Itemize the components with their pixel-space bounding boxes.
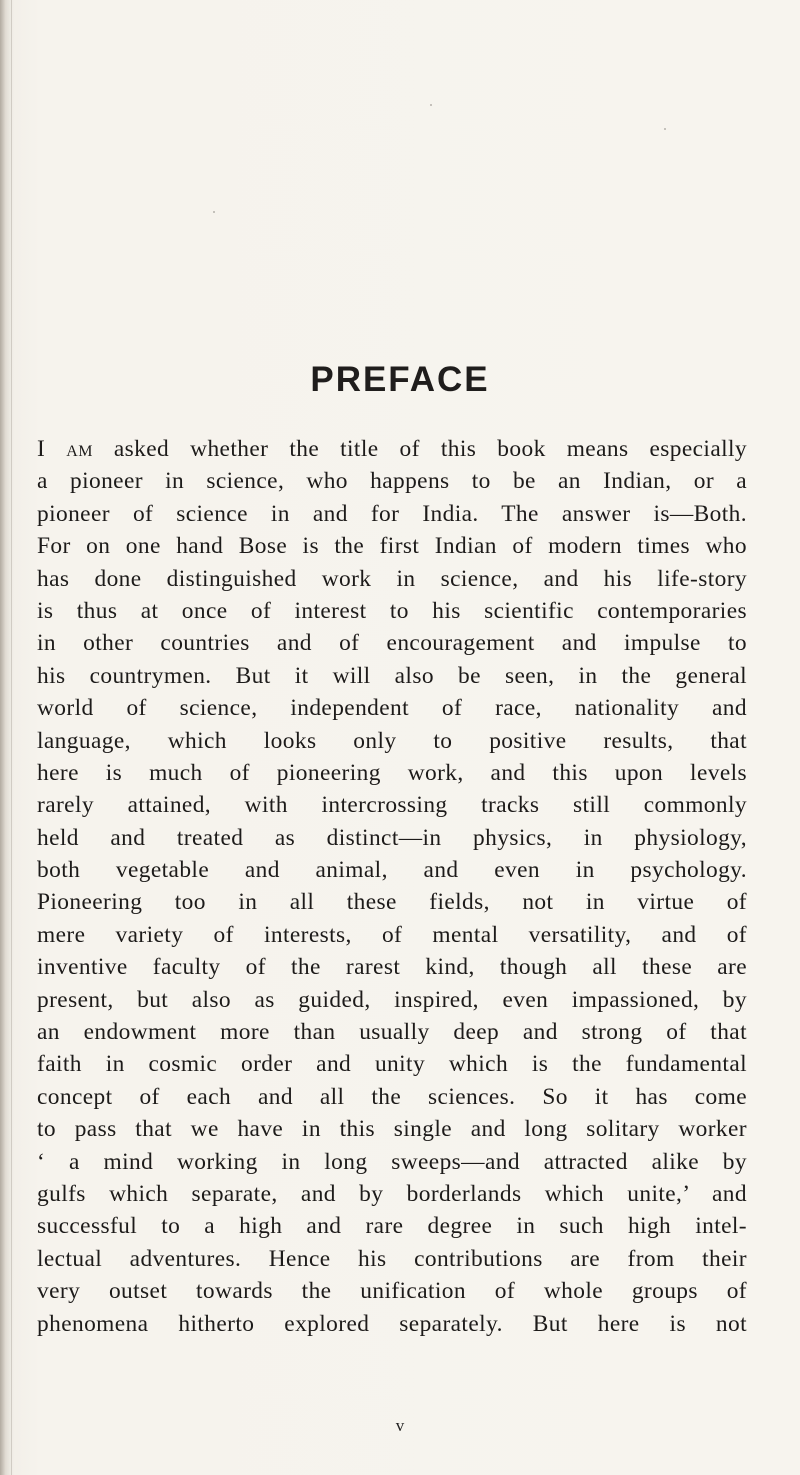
text-line: concept of each and all the sciences. So it has come bbox=[37, 1083, 747, 1110]
preface-body bbox=[37, 433, 747, 1340]
text-line: his countrymen. But it will also be seen, in the general bbox=[37, 662, 747, 689]
text-line: held and treated as distinct—in physics, in physiology, bbox=[37, 824, 747, 851]
text-line: both vegetable and animal, and even in psychology. bbox=[37, 857, 747, 884]
text-line: world of science, independent of race, nationality and bbox=[37, 695, 747, 722]
text-line: For on one hand Bose is the first Indian of modern times who bbox=[37, 533, 747, 560]
first-line-rest: asked whether the title of this book means especially bbox=[92, 436, 748, 462]
text-line: inventive faculty of the rarest kind, though all these are bbox=[37, 954, 747, 981]
page-gutter-line bbox=[11, 0, 12, 1475]
text-line bbox=[37, 433, 747, 465]
text-line: phenomena hitherto explored separately. But here is not bbox=[37, 1310, 747, 1337]
text-line: Pioneering too in all these fields, not in virtue of bbox=[37, 889, 747, 916]
text-line: rarely attained, with intercrossing tracks still commonly bbox=[37, 792, 747, 819]
text-line: an endowment more than usually deep and strong of that bbox=[37, 1019, 747, 1046]
text-line: gulfs which separate, and by borderlands which unite,’ and bbox=[37, 1180, 747, 1207]
paper-speck bbox=[213, 211, 215, 213]
text-line: ‘ a mind working in long sweeps—and attracted alike by bbox=[37, 1148, 747, 1175]
text-line: to pass that we have in this single and long solitary worker bbox=[37, 1116, 747, 1143]
text-line: very outset towards the unification of whole groups of bbox=[37, 1278, 747, 1305]
text-line: here is much of pioneering work, and this upon levels bbox=[37, 759, 747, 786]
text-line: is thus at once of interest to his scientific contemporaries bbox=[37, 597, 747, 624]
text-line: pioneer of science in and for India. The answer is—Both. bbox=[37, 500, 747, 527]
text-line: mere variety of interests, of mental versatility, and of bbox=[37, 921, 747, 948]
dropcap-letter: I bbox=[37, 436, 46, 462]
text-line: faith in cosmic order and unity which is the fundamental bbox=[37, 1051, 747, 1078]
text-line: a pioneer in science, who happens to be an Indian, or a bbox=[37, 468, 747, 495]
paper-speck bbox=[430, 104, 432, 106]
smallcaps-word: am bbox=[66, 436, 93, 462]
page-title: PREFACE bbox=[310, 360, 490, 399]
text-line: in other countries and of encouragement and impulse to bbox=[37, 630, 747, 657]
text-line: successful to a high and rare degree in such high intel- bbox=[37, 1213, 747, 1240]
text-line: lectual adventures. Hence his contributions are from their bbox=[37, 1245, 747, 1272]
page-number: v bbox=[395, 1416, 405, 1435]
text-line: language, which looks only to positive results, that bbox=[37, 727, 747, 754]
text-line: has done distinguished work in science, and his life-story bbox=[37, 565, 747, 592]
paper-speck bbox=[664, 128, 666, 130]
text-line: present, but also as guided, inspired, even impassioned, by bbox=[37, 986, 747, 1013]
